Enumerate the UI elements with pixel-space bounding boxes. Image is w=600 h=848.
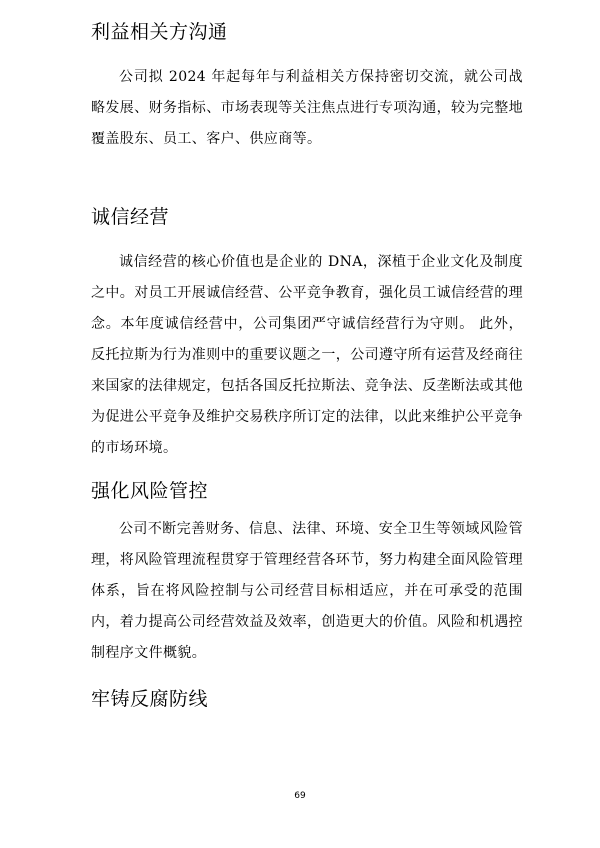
section-heading-anti-corruption: 牢铸反腐防线	[91, 688, 209, 710]
section-heading-stakeholder-communication: 利益相关方沟通	[91, 21, 228, 43]
section-paragraph-risk-control: 公司不断完善财务、信息、法律、环境、安全卫生等领域风险管理，将风险管理流程贯穿于管理经营各环节，努力构建全面风险管理体系，旨在将风险控制与公司经营目标相适应，并在可承受的范围内，着力提高公司经营效益及效率，创造更大的价值。风险和机遇控制程序文件概貌。	[91, 521, 523, 661]
section-heading-integrity-operation: 诚信经营	[91, 206, 170, 228]
section-paragraph-stakeholder-communication: 公司拟 2024 年起每年与利益相关方保持密切交流，就公司战略发展、财务指标、市场表现等关注焦点进行专项沟通，较为完整地覆盖股东、员工、客户、供应商等。	[91, 69, 523, 147]
section-paragraph-integrity-operation: 诚信经营的核心价值也是企业的 DNA，深植于企业文化及制度之中。对员工开展诚信经营、公平竞争教育，强化员工诚信经营的理念。本年度诚信经营中，公司集团严守诚信经营行为守则。 此外，反托拉斯为行为准则中的重要议题之一，公司遵守所有运营及经商往来国家的法律规定，包括各国反托拉斯法、竞争法、反垄断法或其他为促进公平竞争及维护交易秩序所订定的法律，以此来维护公平竞争的市场环境。	[91, 254, 523, 456]
page-number: 69	[294, 791, 306, 801]
section-heading-risk-control: 强化风险管控	[91, 480, 209, 502]
